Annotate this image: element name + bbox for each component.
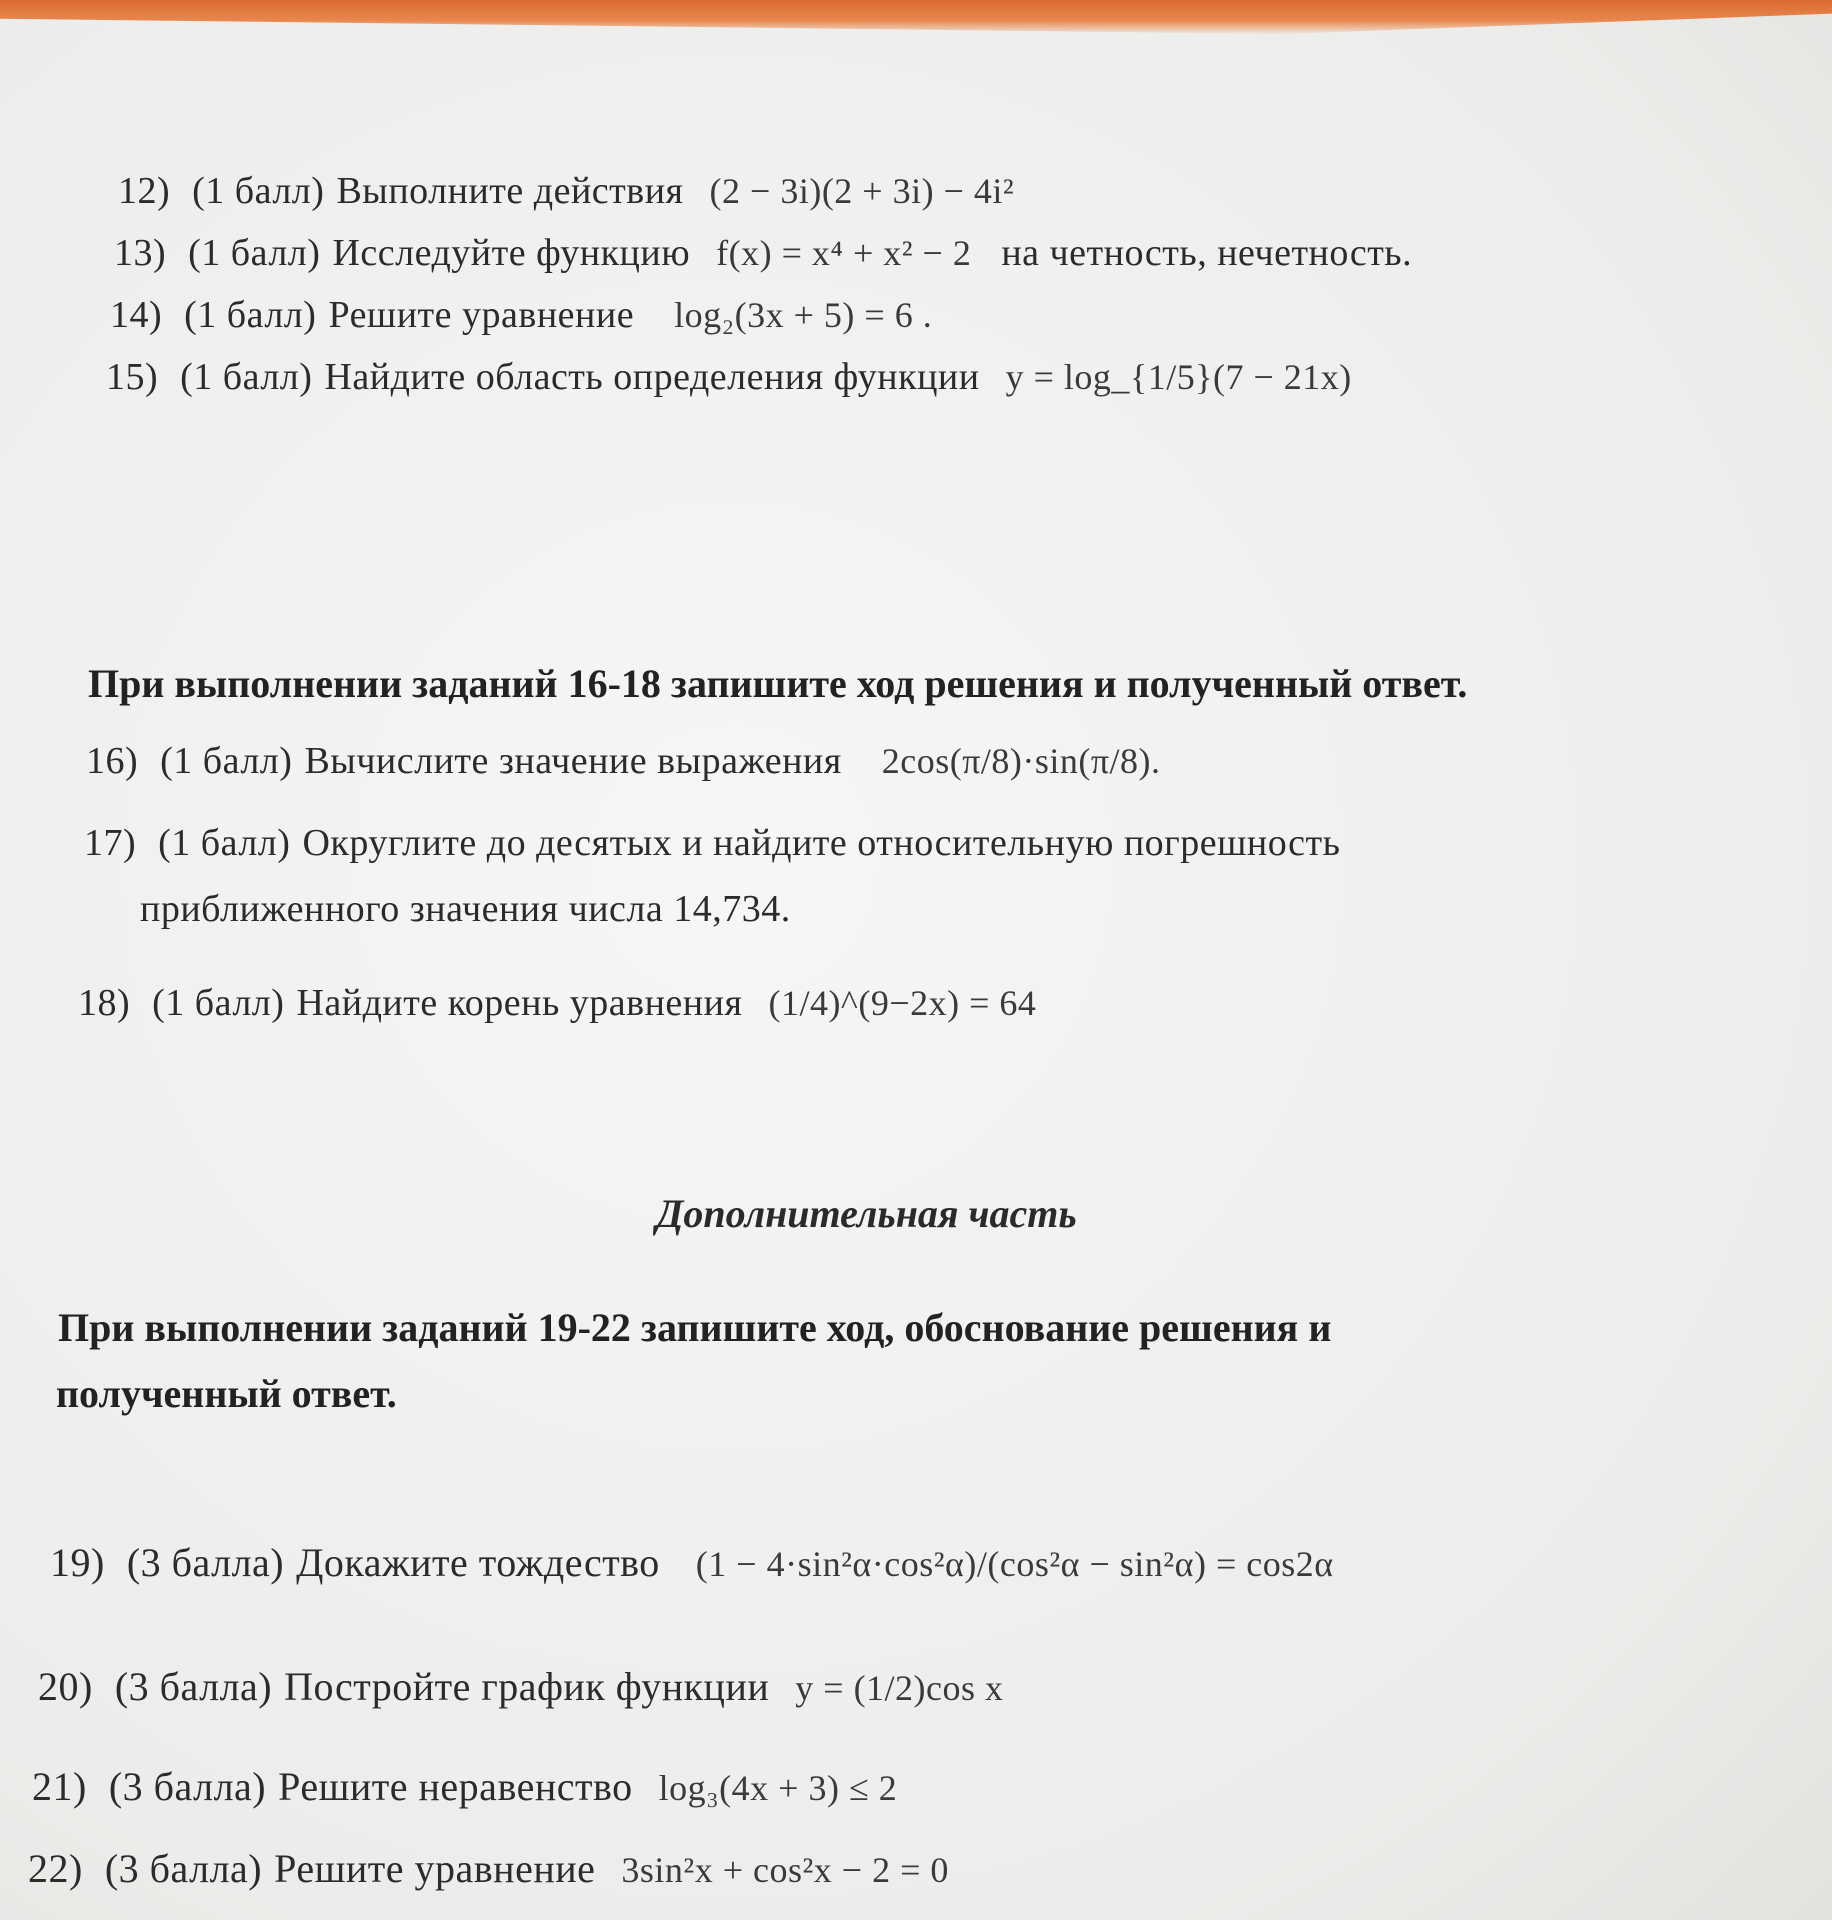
task-18: [78, 980, 1036, 1026]
task-text: Исследуйте функцию: [332, 232, 691, 274]
task-number: 15): [106, 356, 159, 398]
task-17: [84, 820, 1340, 866]
task-number: 20): [38, 1664, 93, 1709]
task-points: (3 балла): [104, 1846, 263, 1891]
task-12: [118, 168, 1014, 214]
task-number: 21): [32, 1764, 87, 1809]
task-text: Решите уравнение: [274, 1846, 596, 1891]
task-number: 14): [110, 294, 163, 336]
task-points: (1 балл): [158, 822, 291, 864]
task-math: y = (1/2)cos x: [795, 1668, 1004, 1708]
task-points: (1 балл): [152, 982, 285, 1024]
task-22: [28, 1846, 949, 1893]
task-math: (2 − 3i)(2 + 3i) − 4i²: [709, 171, 1015, 211]
task-17-continued: [140, 886, 791, 932]
task-text: приближенного значения числа 14,734.: [140, 888, 791, 930]
task-13: [114, 230, 1412, 276]
instruction-19-22-line1: При выполнении заданий 19-22 запишите ход, обоснование решения и: [58, 1305, 1332, 1350]
task-math: log₂(3x + 5) = 6 .: [674, 295, 933, 335]
task-number: 17): [84, 822, 137, 864]
task-text: Найдите корень уравнения: [296, 982, 743, 1024]
task-math: f(x) = x⁴ + x² − 2: [716, 233, 972, 273]
task-number: 19): [50, 1540, 105, 1585]
task-math: log₃(4x + 3) ≤ 2: [658, 1768, 898, 1808]
instruction-16-18: При выполнении заданий 16-18 запишите ход решения и полученный ответ.: [88, 661, 1468, 706]
task-21: [32, 1764, 897, 1811]
task-math: 3sin²x + cos²x − 2 = 0: [621, 1850, 949, 1890]
task-20: [38, 1664, 1004, 1711]
task-math: (1 − 4·sin²α·cos²α)/(cos²α − sin²α) = cos2α: [695, 1544, 1334, 1584]
task-number: 13): [114, 232, 167, 274]
task-text: Постройте график функции: [284, 1664, 770, 1709]
section-title: Дополнительная часть: [656, 1191, 1077, 1236]
task-text: Найдите область определения функции: [324, 356, 980, 398]
task-points: (3 балла): [108, 1764, 267, 1809]
task-15: [106, 354, 1352, 400]
task-text: Округлите до десятых и найдите относительную погрешность: [302, 822, 1341, 864]
instruction-19-22-line2: полученный ответ.: [56, 1371, 397, 1416]
task-text: Вычислите значение выражения: [304, 740, 842, 782]
task-points: (1 балл): [184, 294, 317, 336]
task-text: Решите неравенство: [278, 1764, 633, 1809]
task-math: (1/4)^(9−2x) = 64: [768, 983, 1037, 1023]
task-19: [50, 1540, 1334, 1587]
task-14: [110, 292, 932, 338]
task-text: Выполните действия: [336, 170, 684, 212]
task-math: 2cos(π/8)·sin(π/8).: [881, 741, 1161, 781]
task-number: 22): [28, 1846, 83, 1891]
task-text: Решите уравнение: [328, 294, 635, 336]
task-points: (3 балла): [114, 1664, 273, 1709]
task-number: 12): [118, 170, 171, 212]
task-math: y = log_{1/5}(7 − 21x): [1005, 357, 1352, 397]
task-points: (3 балла): [126, 1540, 285, 1585]
task-number: 18): [78, 982, 131, 1024]
task-16: [86, 738, 1161, 784]
task-text: Докажите тождество: [296, 1540, 660, 1585]
task-points: (1 балл): [160, 740, 293, 782]
task-tail: на четность, нечетность.: [1001, 232, 1413, 274]
task-points: (1 балл): [180, 356, 313, 398]
task-number: 16): [86, 740, 139, 782]
task-points: (1 балл): [192, 170, 325, 212]
task-points: (1 балл): [188, 232, 321, 274]
